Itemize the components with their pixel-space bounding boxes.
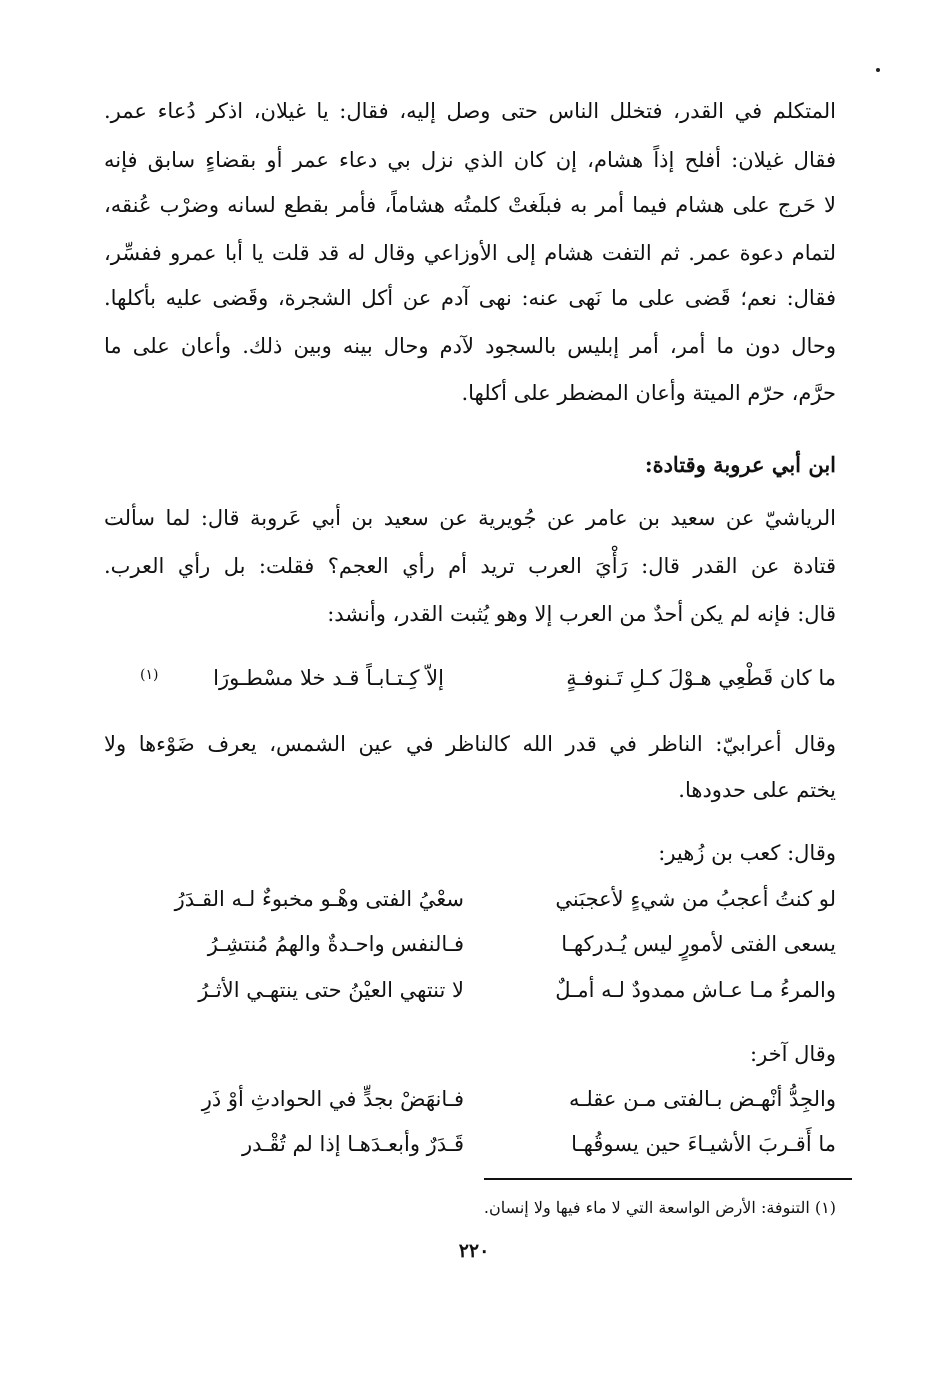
paragraph-line: قال: فإنه لم يكن أحدٌ من العرب إلا وهو يُثبت القدر، وأنشد:	[327, 602, 836, 626]
paragraph-line: فقال غيلان: أفلح إذاً هشام، إن كان الذي نزل بي دعاء عمر أو بقضاءٍ سابق فإنه	[104, 148, 836, 172]
poem-verse-first: والجِدُّ أنْهـض بـالفتى مـن عقلـه	[568, 1087, 836, 1111]
poem-verse-second: فـانهَضْ بجدٍّ في الحوادثِ أوْ ذَرِ	[201, 1087, 464, 1111]
paragraph-line: المتكلم في القدر، فتخلل الناس حتى وصل إليه، فقال: يا غيلان، اذكر دُعاء عمر.	[104, 99, 836, 123]
poem-intro: وقال: كعب بن زُهير:	[658, 841, 836, 865]
speck-mark	[876, 68, 880, 72]
poem-verse-first: ما أَقـربَ الأشيـاءَ حين يسوقُهـا	[571, 1132, 836, 1156]
poem-verse-second: سعْيُ الفتى وهْـو مخبوءٌ لـه القـدَرُ	[174, 887, 464, 911]
paragraph-line: يختم على حدودها.	[678, 778, 836, 802]
paragraph-line: لتمام دعوة عمر. ثم التفت هشام إلى الأوزاعي وقال له قد قلت يا أبا عمرو ففسِّر،	[104, 241, 836, 265]
paragraph-line: الرياشيّ عن سعيد بن عامر عن جُويرية عن سعيد بن أبي عَروبة قال: لما سألت	[104, 506, 836, 530]
paragraph-line: وقال أعرابيّ: الناظر في قدر الله كالناظر في عين الشمس، يعرف ضَوْءها ولا	[104, 732, 836, 756]
poem-intro: وقال آخر:	[750, 1042, 836, 1066]
paragraph-line: فقال: نعم؛ قَضى على ما نَهى عنه: نهى آدم عن أكل الشجرة، وقَضى عليه بأكلها.	[104, 286, 836, 310]
page-number: ٢٢٠	[458, 1240, 490, 1262]
footnote: (١) التنوفة: الأرض الواسعة التي لا ماء فيها ولا إنسان.	[483, 1198, 836, 1217]
poem-verse-first: يسعى الفتى لأمورٍ ليس يُـدركهـا	[561, 932, 836, 956]
poem-verse-first: لو كنتُ أعجبُ من شيءٍ لأعجبَني	[555, 887, 836, 911]
paragraph-line: لا حَرج على هشام فيما أمر به فبلَغتْ كلمتُه هشاماً، فأمر بقطع لسانه وضرْب عُنقه،	[104, 193, 836, 217]
footnote-divider	[484, 1178, 852, 1180]
poem-verse-first: والمرءُ مـا عـاش ممدودٌ لـه أمـلٌ	[555, 978, 836, 1002]
paragraph-line: قتادة عن القدر قال: رَأْيَ العرب تريد أم رأي العجم؟ فقلت: بل رأي العرب.	[104, 554, 836, 578]
paragraph-line: حرَّم، حرّم الميتة وأعان المضطر على أكلها.	[461, 381, 836, 405]
footnote-marker: (١)	[140, 667, 159, 683]
paragraph-line: وحال دون ما أمر، أمر إبليس بالسجود لآدم وحال بينه وبين ذلك. وأعان على ما	[104, 334, 836, 358]
verse-first-hemistich: ما كان قَطْعِي هـوْلَ كـلِ تَـنوفـةٍ	[566, 666, 836, 690]
poem-verse-second: لا تنتهي العيْنُ حتى ينتهـي الأثـرُ	[198, 978, 464, 1002]
section-heading: ابن أبي عروبة وقتادة:	[644, 452, 836, 477]
poem-verse-second: قَـدَرٌ وأبعـدَهـا إذا لم تُقْـدر	[242, 1132, 464, 1156]
verse-second-hemistich: إلاّ كِـتـابـاً قـد خلا مسْطـورَا	[213, 666, 444, 690]
poem-verse-second: فـالنفس واحـدةٌ والهمُ مُنتشِـرُ	[207, 932, 464, 956]
